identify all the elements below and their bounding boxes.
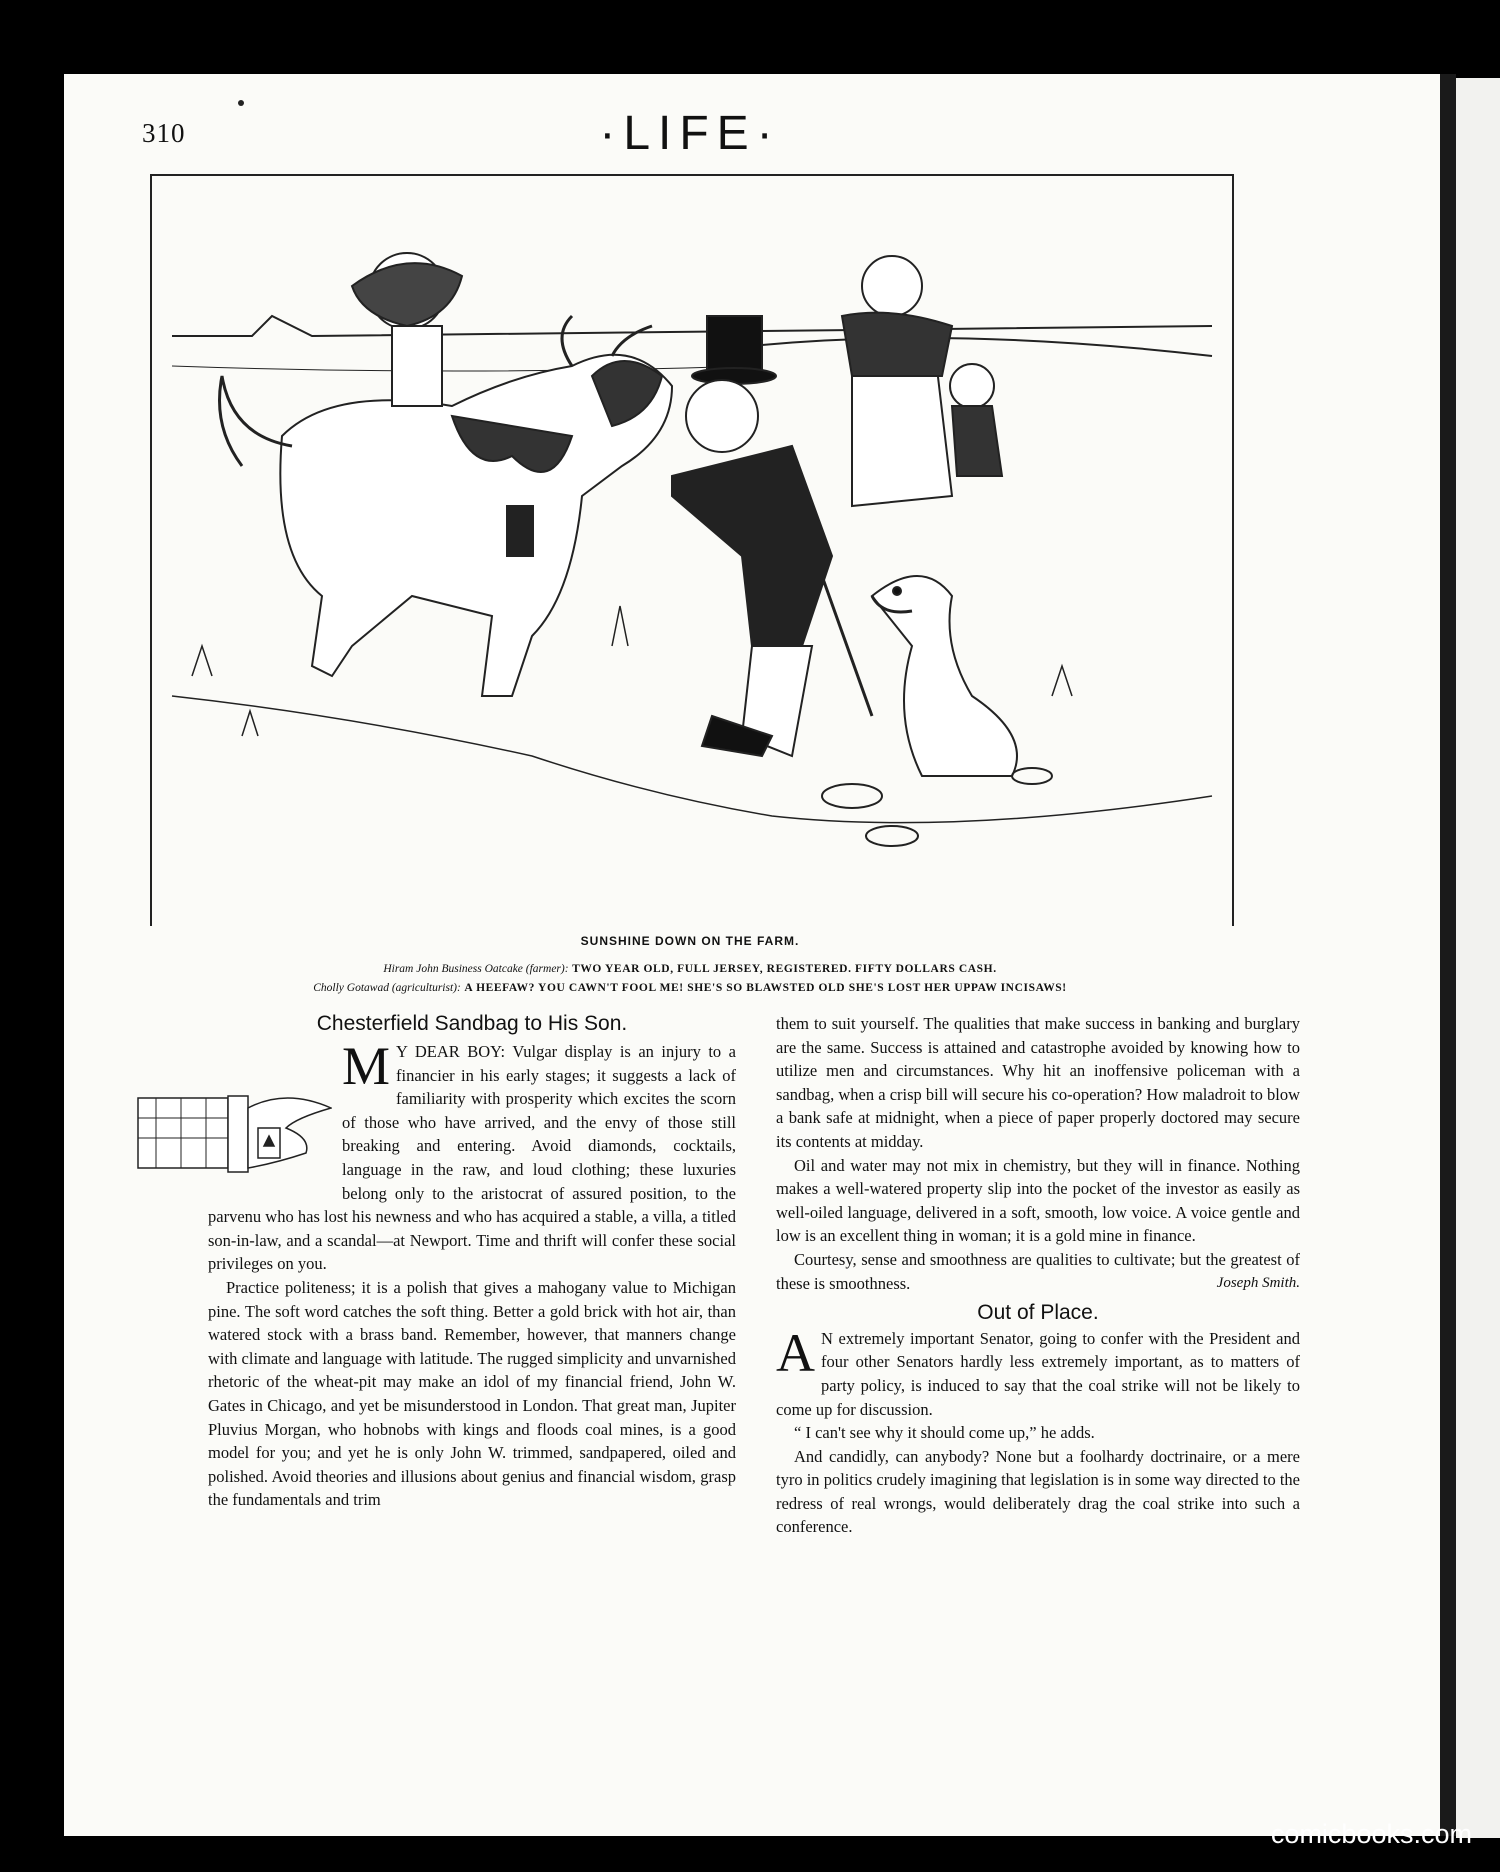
caption-speaker-2: Cholly Gotawad (agriculturist): — [313, 982, 461, 994]
article2-dropcap: A — [776, 1322, 815, 1383]
page-number: 310 — [142, 118, 186, 148]
article1-right-column — [776, 1012, 1300, 1539]
article2-paragraph-2: “ I can't see why it should come up,” he adds. — [794, 1423, 1095, 1443]
article1-signature: Joseph Smith. — [1216, 1274, 1300, 1291]
article1-paragraph-5 — [776, 1248, 1300, 1295]
article1-paragraph-1: Y DEAR BOY: Vulgar display is an injury to a financier in his early stages; it suggests a lack of familiarity with prosperity which excites the scorn of those who have arrived, and the envy of those still breaking and entering. Avoid diamonds, cocktails, language in the raw, and loud clothing; these luxuries belong only to the aristocrat of assured position, to the parvenu who has lost his newness and who has acquired a stable, a villa, a titled son-in-law, and a scandal—at Newport. Time and thrift will confer these social privileges on you. — [208, 1042, 736, 1274]
article1-paragraph-2: Practice politeness; it is a polish that gives a mahogany value to Michigan pine. The soft word catches the soft thing. Better a gold brick with hot air, than watered stock with a brass band. Remember, however, that manners change with climate and language with latitude. The rugged simplicity and unvarnished rhetoric of the wheat-pit may make an idol of my financial friend, John W. Gates in Chicago, and yet be misunderstood in London. That great man, Jupiter Pluvius Morgan, who hobnobs with kings and floods coal mines, is a good model for you; and yet he is only John W. trimmed, sandpapered, oiled and polished. Avoid theories and illusions about genius and financial wisdom, grasp the fundamentals and trim — [208, 1277, 736, 1510]
caption-text-2: A HEEFAW? YOU CAWN'T FOOL ME! SHE'S SO BLAWSTED OLD SHE'S LOST HER UPPAW INCISAWS! — [464, 982, 1067, 994]
article1-paragraph-3: them to suit yourself. The qualities that make success in banking and burglary are the same. Success is attained and catastrophe avoided by knowing how to utilize men and circumstances. Why hit an inoffensive policeman with a sandbag, when a crisp bill will secure his co-operation? How maladroit to blow a bank safe at midnight, when a piece of paper properly doctored may secure its contents at midday. — [776, 1014, 1300, 1151]
hand-with-ace-icon — [136, 1078, 332, 1188]
caption-line-2 — [150, 982, 1230, 994]
article1-dropcap: M — [342, 1036, 391, 1096]
cartoon-drawing — [152, 176, 1232, 926]
article2-paragraph-3: And candidly, can anybody? None but a foolhardy doctrinaire, or a mere tyro in politics crudely imagining that legislation is in some way directed to the redress of real wrongs, would deliberately drag the coal strike into such a conference. — [776, 1446, 1300, 1537]
article1-left-column — [208, 1036, 736, 1512]
article2-heading: Out of Place. — [977, 1301, 1099, 1325]
caption-speaker-1: Hiram John Business Oatcake (farmer): — [383, 963, 569, 975]
site-watermark: comicbooks.com — [1270, 1819, 1472, 1849]
masthead-title: ·LIFE· — [599, 107, 781, 160]
next-page-edge — [1456, 78, 1500, 1838]
cartoon-title: SUNSHINE DOWN ON THE FARM. — [580, 934, 800, 948]
page-gutter — [1440, 74, 1456, 1836]
article1-heading: Chesterfield Sandbag to His Son. — [316, 1012, 628, 1035]
pointing-hand-illustration — [136, 1078, 332, 1188]
ink-speck — [238, 100, 244, 106]
article1-paragraph-4: Oil and water may not mix in chemistry, but they will in finance. Nothing makes a well-watered property slip into the pocket of the investor as easily as well-oiled language, delivered in a soft, smooth, low voice. A voice gentle and low is an excellent thing in woman; it is a gold mine in finance. — [776, 1155, 1300, 1246]
cartoon-illustration — [150, 174, 1234, 926]
article1-closing-text: Courtesy, sense and smoothness are qualities to cultivate; but the greatest of these is smoothness. — [776, 1249, 1300, 1293]
caption-text-1: TWO YEAR OLD, FULL JERSEY, REGISTERED. FIFTY DOLLARS CASH. — [572, 963, 997, 975]
caption-line-1 — [150, 963, 1230, 975]
article2-paragraph-1: N extremely important Senator, going to confer with the President and four other Senators hardly less extremely important, as to matters of party policy, is induced to say that the coal strike will not be likely to come up for discussion. — [776, 1328, 1300, 1419]
